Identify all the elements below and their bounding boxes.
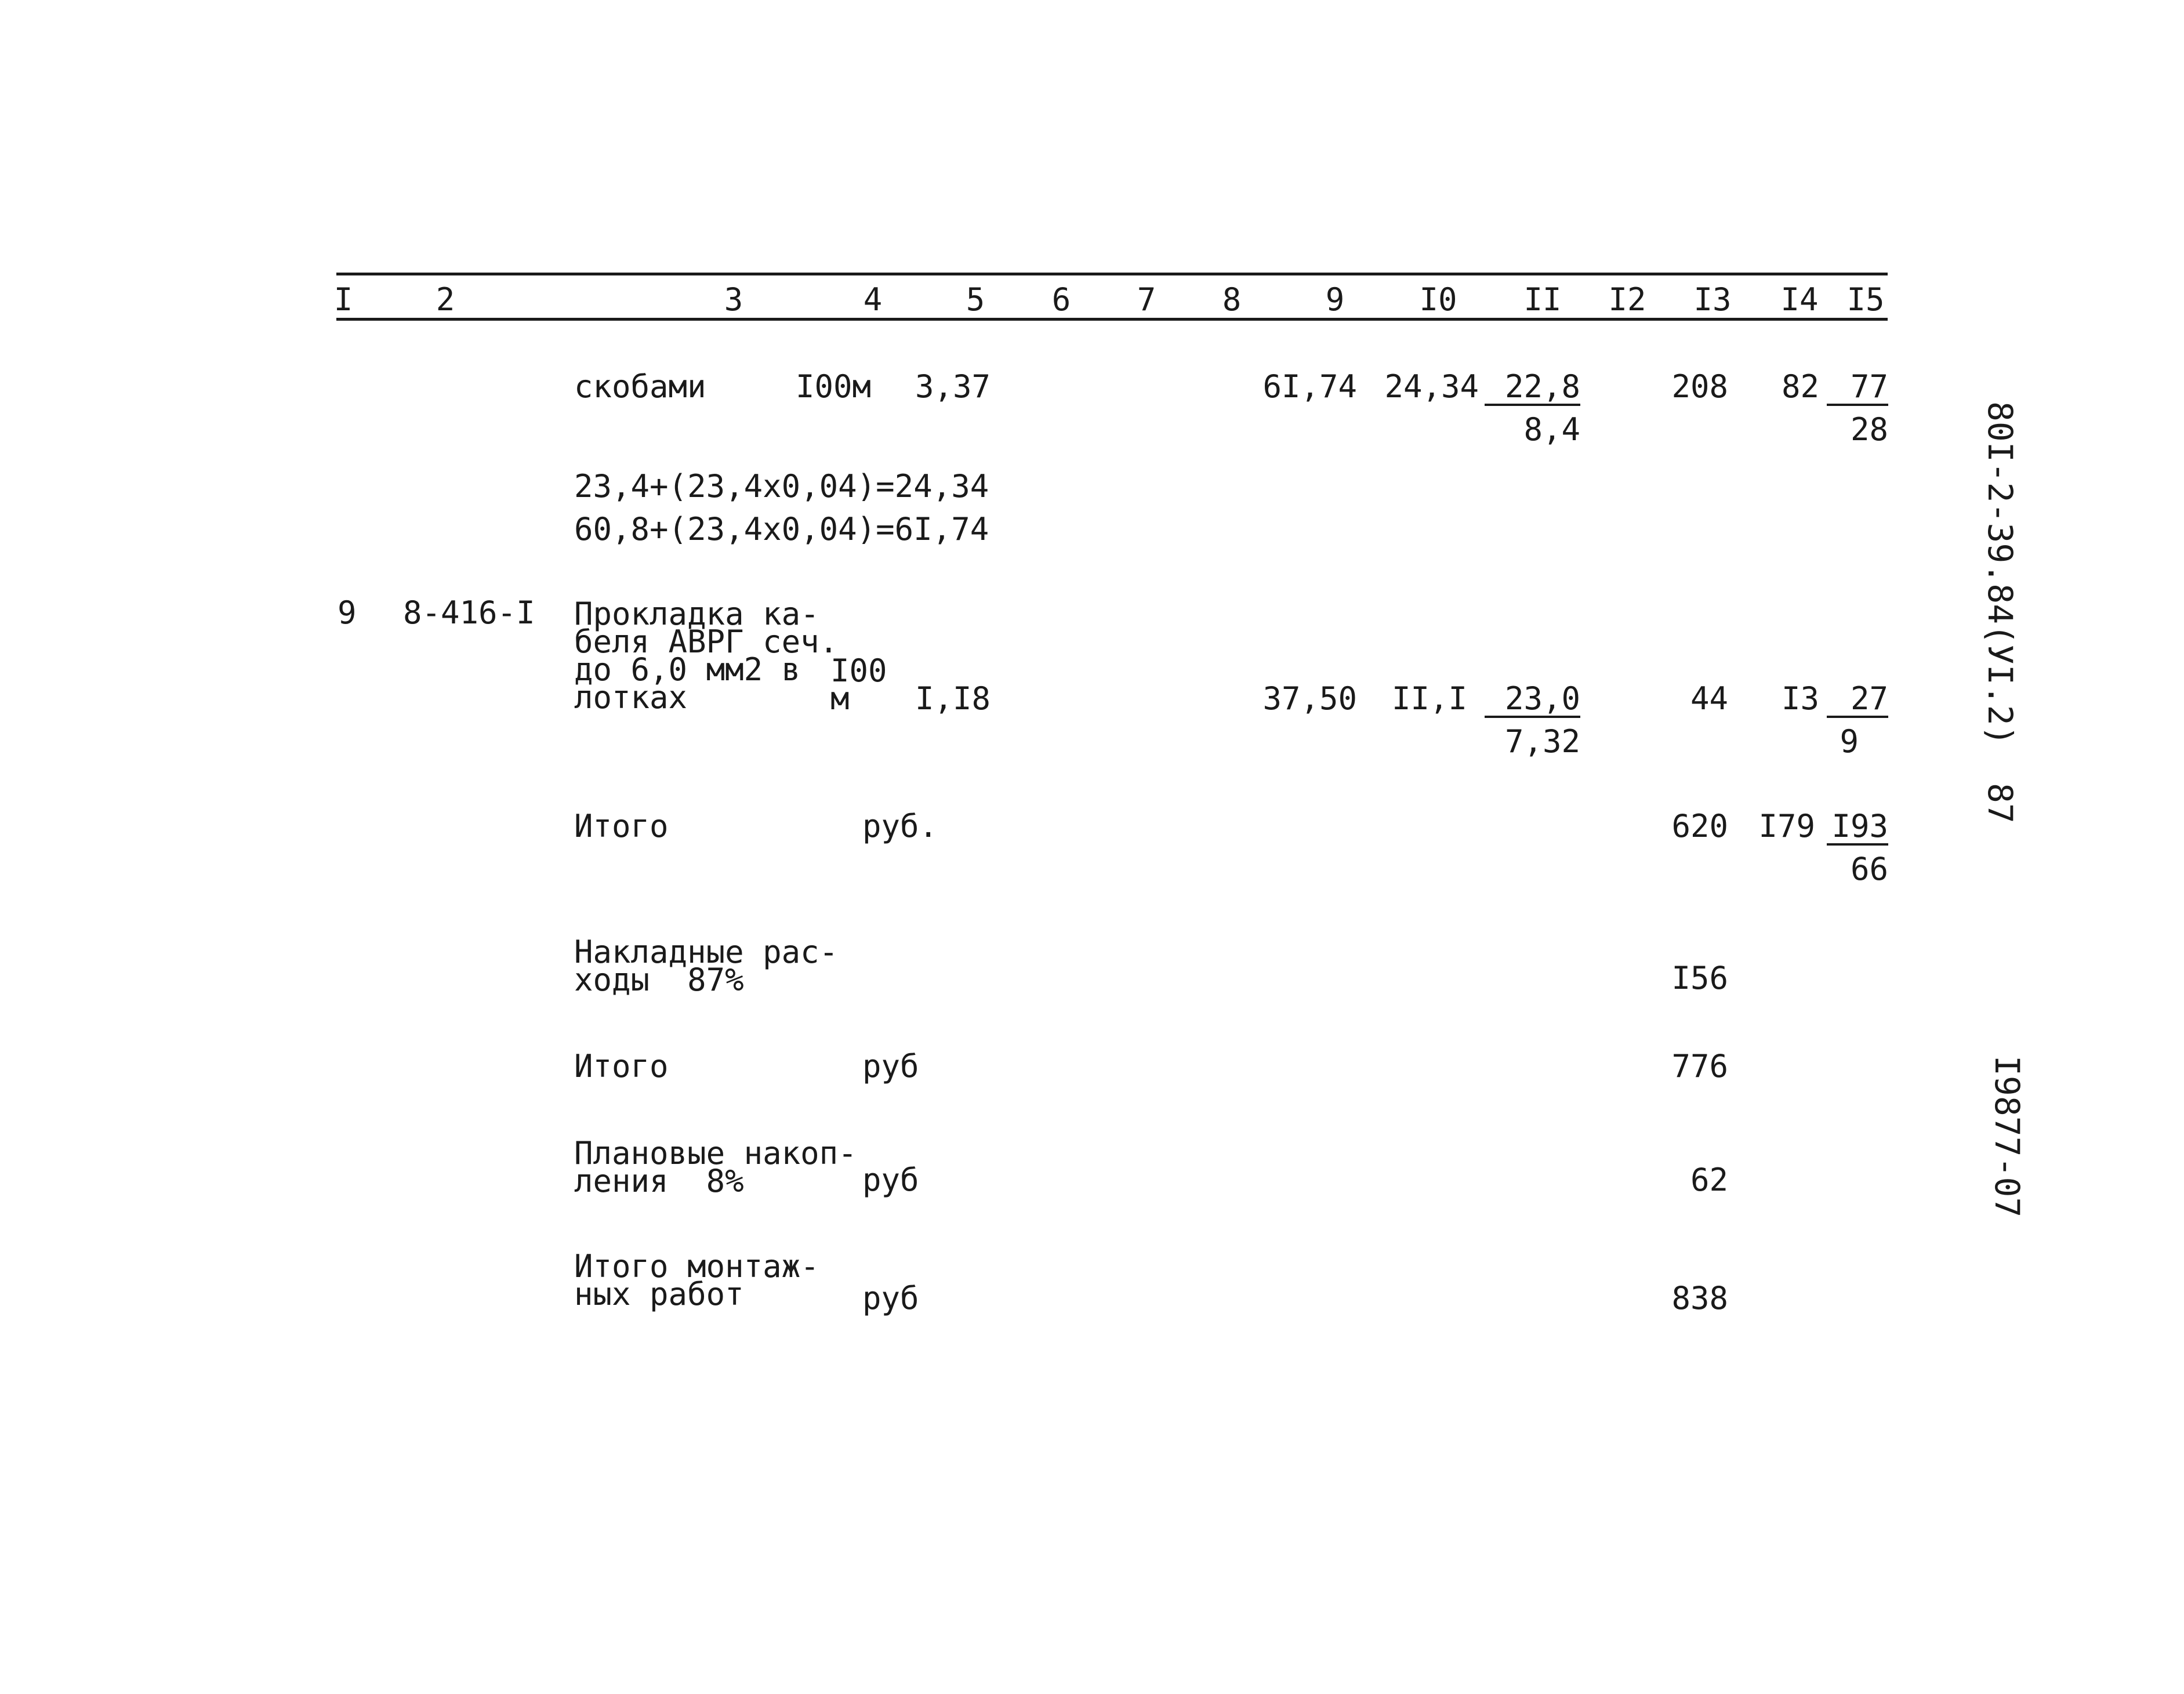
margin-inventory-number: I9877-07: [1987, 1055, 2027, 1218]
row-unit: I00м: [796, 368, 872, 405]
col-header-15: I5: [1846, 281, 1885, 318]
row-unit: руб: [862, 1162, 919, 1198]
row-col13: 620: [1671, 808, 1728, 844]
col-header-14: I4: [1780, 281, 1819, 318]
margin-page-number: 87: [1980, 783, 2020, 824]
col-header-9: 9: [1325, 281, 1345, 318]
row-col13: 838: [1671, 1280, 1728, 1316]
row-col9: 6I,74: [1262, 368, 1357, 405]
col-header-4: 4: [863, 281, 883, 318]
row-col14: 82: [1781, 368, 1819, 405]
row-name: Плановые накоп- ления 8%: [574, 1135, 857, 1199]
row-col14: I3: [1781, 680, 1819, 717]
row-col9: 37,50: [1262, 680, 1357, 717]
row-code: 8-416-I: [403, 594, 535, 631]
row-qty: I,I8: [915, 680, 991, 717]
row-name: Итого: [574, 808, 669, 844]
row-qty: 3,37: [915, 368, 991, 405]
header-bottom-rule: [336, 318, 1888, 321]
row-unit: руб.: [862, 808, 938, 844]
row-number: 9: [338, 594, 357, 631]
row-unit: I00 м: [830, 652, 887, 717]
row-col10: 24,34: [1384, 368, 1479, 405]
col-header-11: II: [1523, 281, 1562, 318]
row-name: Накладные рас- ходы 87%: [574, 934, 839, 998]
row-col15-bottom: 28: [1850, 411, 1888, 448]
row-col13: 776: [1671, 1048, 1728, 1084]
row-col13: 44: [1690, 680, 1728, 717]
row-col15-bottom: 66: [1850, 851, 1888, 887]
col-header-7: 7: [1137, 281, 1156, 318]
col-header-2: 2: [436, 281, 455, 318]
row-col11-bottom: 8,4: [1523, 411, 1580, 448]
row-col11-top: 23,0: [1485, 683, 1580, 718]
margin-doc-code: 80I-2-39.84(УI.2): [1980, 401, 2020, 746]
header-top-rule: [336, 273, 1888, 275]
col-header-1: I: [333, 281, 353, 318]
col-header-13: I3: [1693, 281, 1732, 318]
col-header-12: I2: [1608, 281, 1646, 318]
formula-line-2: 60,8+(23,4x0,04)=6I,74: [574, 511, 989, 547]
row-col13: 208: [1671, 368, 1728, 405]
row-col15-top: 77: [1827, 371, 1888, 406]
col-header-3: 3: [724, 281, 743, 318]
row-col10: II,I: [1392, 680, 1468, 717]
row-col11-bottom: 7,32: [1504, 723, 1580, 760]
row-name: Итого: [574, 1048, 669, 1084]
row-col13: 62: [1690, 1162, 1728, 1198]
col-header-8: 8: [1222, 281, 1242, 318]
row-col15-top: 27: [1827, 683, 1888, 718]
row-col13: I56: [1671, 960, 1728, 996]
row-col14: I79: [1758, 808, 1815, 844]
formula-line-1: 23,4+(23,4x0,04)=24,34: [574, 468, 989, 505]
row-col15-top: I93: [1827, 811, 1888, 846]
col-header-5: 5: [966, 281, 985, 318]
row-unit: руб: [862, 1280, 919, 1316]
row-name: скобами: [574, 368, 706, 405]
row-col11-top: 22,8: [1485, 371, 1580, 406]
row-col15-bottom: 9: [1840, 723, 1859, 760]
col-header-10: I0: [1419, 281, 1457, 318]
row-name: Итого монтаж- ных работ: [574, 1248, 819, 1312]
col-header-6: 6: [1051, 281, 1071, 318]
row-unit: руб: [862, 1048, 919, 1084]
row-name: Прокладка ка- беля АВРГ сеч. до 6,0 мм2 в лотках: [574, 596, 839, 716]
